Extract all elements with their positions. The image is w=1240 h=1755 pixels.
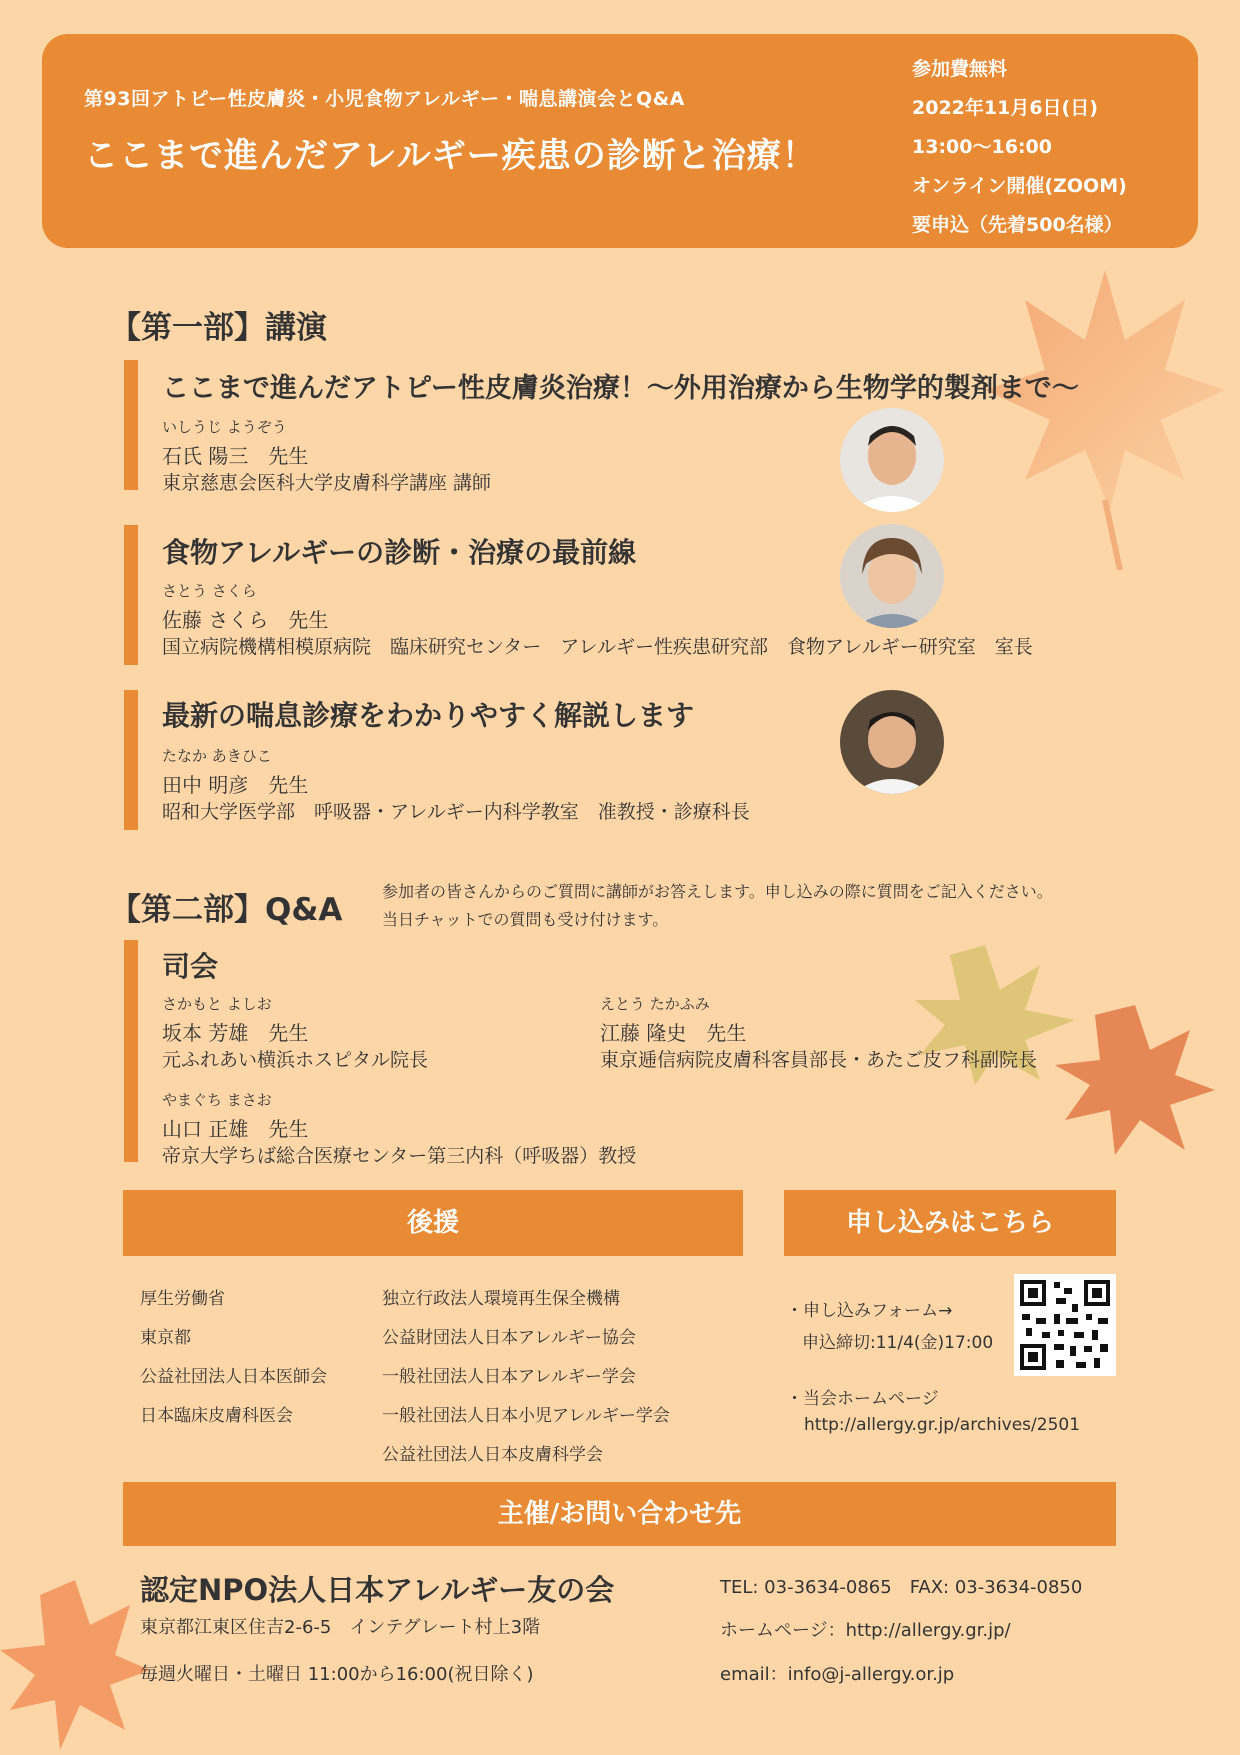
apply-form-link[interactable]: ・申し込みフォーム→	[786, 1301, 953, 1321]
moderator-ruby: さかもと よしお	[162, 995, 272, 1013]
support-item: 東京都	[140, 1328, 191, 1348]
lecturer-ruby: さとう さくら	[162, 582, 257, 600]
organizer-address: 東京都江東区住吉2-6-5 インテグレート村上3階	[140, 1617, 541, 1638]
moderator-label: 司会	[162, 950, 219, 983]
moderator-affiliation: 東京逓信病院皮膚科客員部長・あたご皮フ科副院長	[600, 1049, 1038, 1071]
support-item: 一般社団法人日本アレルギー学会	[382, 1367, 636, 1387]
lecturer-name: 石氏 陽三 先生	[162, 444, 309, 468]
lecturer-ruby: たなか あきひこ	[162, 747, 272, 765]
support-list-right	[382, 1284, 670, 1479]
part2-heading: 【第二部】Q&A	[110, 892, 343, 928]
event-info	[912, 50, 1127, 245]
registration-text: 要申込（先着500名様）	[912, 214, 1123, 236]
organizer-tel-fax: TEL: 03-3634-0865 FAX: 03-3634-0850	[720, 1577, 1083, 1598]
lecture-accent-bar	[124, 690, 138, 830]
apply-deadline: 申込締切:11/4(金)17:00	[802, 1333, 994, 1353]
lecturer-photo	[840, 690, 944, 794]
organizer-hours: 毎週火曜日・土曜日 11:00から16:00(祝日除く)	[140, 1664, 534, 1685]
lecturer-ruby: いしうじ ようぞう	[162, 418, 287, 436]
maple-leaf-decoration	[985, 270, 1225, 570]
support-item: 公益社団法人日本皮膚科学会	[382, 1445, 603, 1465]
event-title: ここまで進んだアレルギー疾患の診断と治療！	[84, 136, 817, 176]
fee-text: 参加費無料	[912, 58, 1008, 80]
qr-code-icon[interactable]	[1014, 1274, 1116, 1376]
lecture-title: ここまで進んだアトピー性皮膚炎治療！〜外用治療から生物学的製剤まで〜	[162, 373, 1079, 404]
time-text: 13:00〜16:00	[912, 136, 1052, 158]
moderator-accent-bar	[124, 940, 138, 1162]
support-item: 公益社団法人日本医師会	[140, 1367, 327, 1387]
lecturer-affiliation: 国立病院機構相模原病院 臨床研究センター アレルギー性疾患研究部 食物アレルギー研究室 室長	[162, 636, 1033, 658]
moderator-ruby: やまぐち まさお	[162, 1091, 272, 1109]
moderator-name: 坂本 芳雄 先生	[162, 1021, 309, 1045]
apply-banner: 申し込みはこちら	[784, 1190, 1116, 1256]
homepage-link[interactable]: http://allergy.gr.jp/archives/2501	[804, 1415, 1081, 1435]
event-subtitle: 第93回アトピー性皮膚炎・小児食物アレルギー・喘息講演会とQ&A	[84, 88, 685, 110]
lecturer-photo	[840, 408, 944, 512]
moderator-ruby: えとう たかふみ	[600, 995, 710, 1013]
support-item: 日本臨床皮膚科医会	[140, 1406, 293, 1426]
lecture-title: 最新の喘息診療をわかりやすく解説します	[162, 699, 695, 732]
venue-text: オンライン開催(ZOOM)	[912, 175, 1127, 197]
lecture-accent-bar	[124, 360, 138, 490]
maple-leaf-decoration	[0, 1580, 150, 1750]
support-item: 独立行政法人環境再生保全機構	[382, 1289, 620, 1309]
maple-leaf-decoration	[1055, 1005, 1215, 1155]
support-item: 公益財団法人日本アレルギー協会	[382, 1328, 636, 1348]
qa-note	[382, 878, 1053, 934]
support-banner: 後援	[123, 1190, 743, 1256]
lecturer-name: 佐藤 さくら 先生	[162, 608, 329, 632]
moderator-name: 江藤 隆史 先生	[600, 1021, 747, 1045]
lecture-accent-bar	[124, 525, 138, 665]
moderator-affiliation: 帝京大学ちば総合医療センター第三内科（呼吸器）教授	[162, 1145, 637, 1167]
lecturer-affiliation: 東京慈恵会医科大学皮膚科学講座 講師	[162, 472, 492, 494]
support-item: 一般社団法人日本小児アレルギー学会	[382, 1406, 670, 1426]
moderator-name: 山口 正雄 先生	[162, 1117, 309, 1141]
support-item: 厚生労働省	[140, 1289, 225, 1309]
organizer-homepage[interactable]: ホームページ：http://allergy.gr.jp/	[720, 1620, 1011, 1641]
organizer-banner: 主催/お問い合わせ先	[123, 1482, 1116, 1546]
qa-note-line: 当日チャットでの質問も受け付けます。	[382, 910, 669, 929]
lecturer-name: 田中 明彦 先生	[162, 773, 309, 797]
organizer-email[interactable]: email：info@j-allergy.or.jp	[720, 1664, 955, 1685]
lecture-title: 食物アレルギーの診断・治療の最前線	[162, 536, 637, 569]
lecturer-affiliation: 昭和大学医学部 呼吸器・アレルギー内科学教室 准教授・診療科長	[162, 801, 750, 823]
date-text: 2022年11月6日(日)	[912, 97, 1098, 119]
lecturer-photo	[840, 524, 944, 628]
support-list-left	[140, 1284, 327, 1440]
qa-note-line: 参加者の皆さんからのご質問に講師がお答えします。申し込みの際に質問をご記入ください。	[382, 882, 1053, 901]
homepage-label: ・当会ホームページ	[786, 1389, 939, 1409]
part1-heading: 【第一部】講演	[110, 310, 327, 346]
moderator-affiliation: 元ふれあい横浜ホスピタル院長	[162, 1049, 429, 1071]
organizer-name: 認定NPO法人日本アレルギー友の会	[140, 1573, 615, 1607]
